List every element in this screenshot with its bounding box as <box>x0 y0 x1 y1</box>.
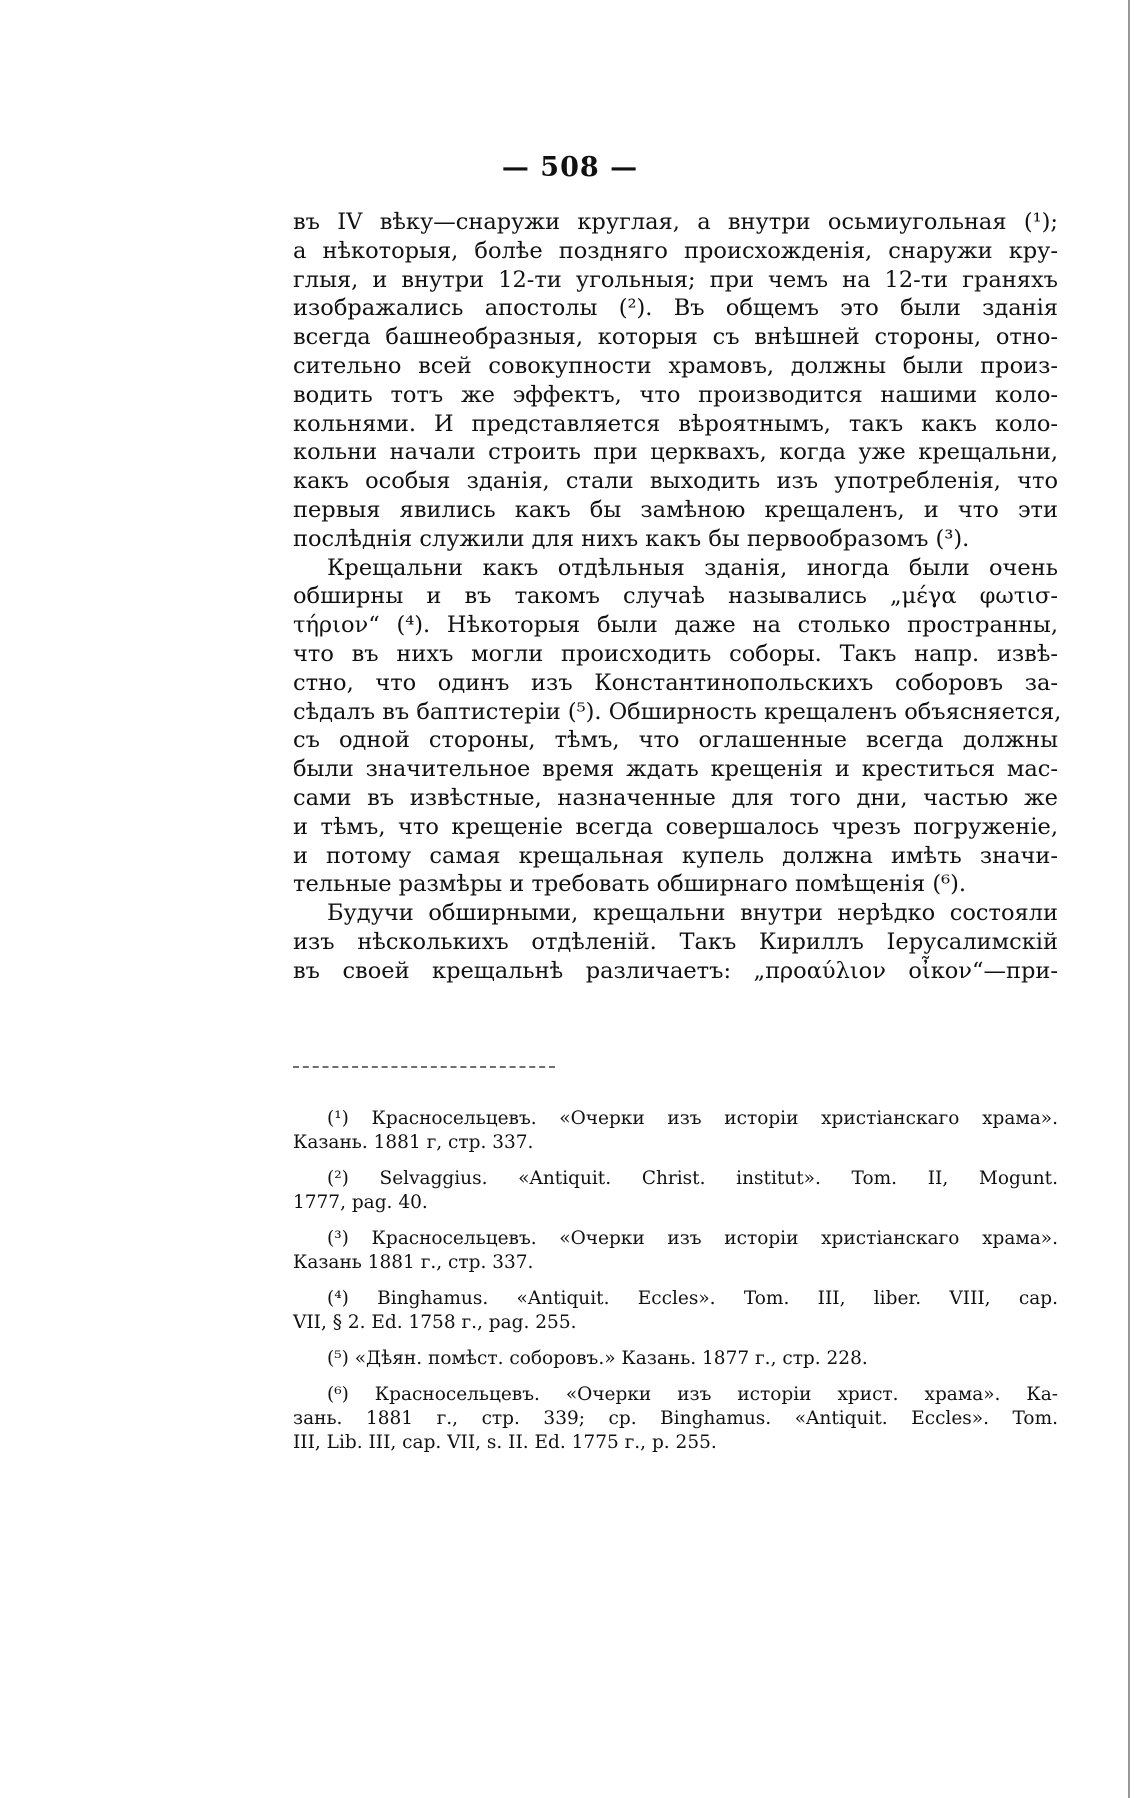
body-line: водить тотъ же эффектъ, что производится нашими коло- <box>293 381 1058 408</box>
body-line: обширны и въ такомъ случаѣ назывались „μέγα φωτισ- <box>293 583 1058 610</box>
footnote-line: (⁶) Красносельцевъ. «Очерки изъ исторіи христ. храма». Ка- <box>327 1384 1058 1405</box>
body-line: въ IV вѣку—снаружи круглая, а внутри осьмиугольная (¹); <box>293 209 1058 235</box>
body-line: первыя явились какъ бы замѣною крещаленъ, и что эти <box>293 496 1058 523</box>
footnote-line: Казань. 1881 г, стр. 337. <box>293 1132 534 1153</box>
footnote-line: 1777, pag. 40. <box>293 1192 428 1213</box>
footnote-gap <box>293 1275 1058 1287</box>
body-line: въ своей крещальнѣ различаетъ: „προαύλιον οἶκον“—при- <box>293 957 1058 984</box>
body-line: глыя, и внутри 12-ти угольныя; при чемъ на 12-ти граняхъ <box>293 266 1058 293</box>
footnote-divider <box>293 1066 555 1068</box>
body-line: тельные размѣры и требовать обширнаго помѣщенія (⁶). <box>293 871 967 898</box>
footnote-gap <box>293 1335 1058 1347</box>
body-line: кольни начали строить при церквахъ, когда уже крещальни, <box>293 439 1058 466</box>
body-line: сѣдалъ въ баптистеріи (⁵). Обширность крещаленъ объясняется, <box>293 698 1062 725</box>
footnote-line: (⁴) Binghamus. «Antiquit. Eccles». Tom. III, liber. VIII, cap. <box>327 1288 1058 1309</box>
body-line: стно, что одинъ изъ Константинопольскихъ соборовъ за- <box>293 669 1058 696</box>
footnote-line: зань. 1881 г., стр. 339; ср. Binghamus. «Antiquit. Eccles». Tom. <box>293 1408 1058 1429</box>
body-line: послѣднія служили для нихъ какъ бы первообразомъ (³). <box>293 525 970 552</box>
footnote-line: VII, § 2. Ed. 1758 г., pag. 255. <box>293 1312 577 1333</box>
page-edge-line <box>1128 0 1130 1798</box>
body-line: какъ особыя зданія, стали выходить изъ употребленія, что <box>293 468 1058 495</box>
footnote-line: III, Lib. III, cap. VII, s. II. Ed. 1775 г., p. 255. <box>293 1432 717 1453</box>
body-line: съ одной стороны, тѣмъ, что оглашенные всегда должны <box>293 727 1058 754</box>
footnote-line: (⁵) «Дѣян. помѣст. соборовъ.» Казань. 1877 г., стр. 228. <box>327 1348 868 1369</box>
body-line: сами въ извѣстные, назначенные для того дни, частью же <box>293 784 1058 811</box>
footnote-line: (²) Selvaggius. «Antiquit. Christ. institut». Tom. II, Mogunt. <box>327 1168 1058 1189</box>
footnote-line: (³) Красносельцевъ. «Очерки изъ исторіи христіанскаго храма». <box>327 1228 1058 1249</box>
body-line: и тѣмъ, что крещеніе всегда совершалось чрезъ погруженіе, <box>293 813 1058 840</box>
body-line: Будучи обширными, крещальни внутри нерѣдко состояли <box>327 900 1058 927</box>
body-line: изъ нѣсколькихъ отдѣленій. Такъ Кириллъ Іерусалимскій <box>293 928 1058 955</box>
page-number: — 508 — <box>501 152 639 183</box>
footnote-gap <box>293 1155 1058 1167</box>
body-line: а нѣкоторыя, болѣе поздняго происхожденія, снаружи кру- <box>293 237 1058 264</box>
footnotes <box>293 1107 1058 1455</box>
footnote-line: (¹) Красносельцевъ. «Очерки изъ исторіи христіанскаго храма». <box>327 1108 1058 1129</box>
footnote-line: Казань 1881 г., стр. 337. <box>293 1252 534 1273</box>
body-line: и потому самая крещальная купель должна имѣть значи- <box>293 842 1058 869</box>
body-line: τήριον“ (⁴). Нѣкоторыя были даже на столько пространны, <box>293 612 1058 639</box>
footnote-gap <box>293 1371 1058 1383</box>
body-line: Крещальни какъ отдѣльныя зданія, иногда были очень <box>327 554 1058 581</box>
body-line: что въ нихъ могли происходить соборы. Такъ напр. извѣ- <box>293 640 1058 667</box>
body-line: сительно всей совокупности храмовъ, должны были произ- <box>293 352 1058 379</box>
body-line: изображались апостолы (²). Въ общемъ это были зданія <box>293 295 1058 322</box>
body-line: кольнями. И представляется вѣроятнымъ, такъ какъ коло- <box>293 410 1058 437</box>
footnote-gap <box>293 1215 1058 1227</box>
main-text <box>293 208 1062 986</box>
body-line: были значительное время ждать крещенія и креститься мас- <box>293 756 1058 783</box>
body-line: всегда башнеобразныя, которыя съ внѣшней стороны, отно- <box>293 324 1058 351</box>
